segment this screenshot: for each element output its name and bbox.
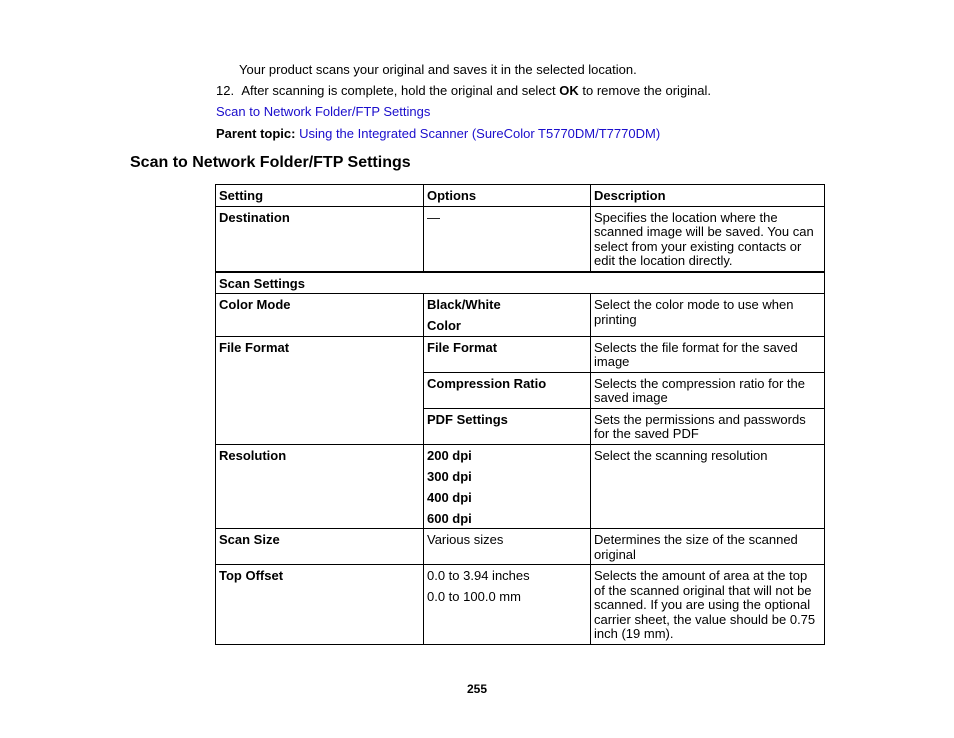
option-compression-ratio: Compression Ratio: [424, 372, 591, 408]
desc-pdf-settings: [591, 408, 825, 444]
desc-line: select from your existing contacts or: [594, 238, 802, 254]
desc-line: saved image: [594, 390, 668, 405]
desc-line: Select the color mode to use when: [594, 297, 794, 312]
desc-line: edit the location directly.: [594, 253, 733, 268]
option-item: 600 dpi: [427, 510, 472, 526]
section-heading: Scan to Network Folder/FTP Settings: [130, 154, 411, 171]
option-item: Color: [427, 318, 461, 333]
desc-top-offset: [591, 565, 825, 645]
table-row: [216, 336, 825, 372]
desc-scan-size: [591, 529, 825, 565]
desc-destination: [591, 206, 825, 272]
setting-scan-size: Scan Size: [216, 529, 424, 565]
table-row: [216, 444, 825, 529]
desc-line: for the saved PDF: [594, 426, 699, 441]
parent-topic: [216, 126, 660, 141]
desc-file-format: [591, 336, 825, 372]
table-header-row: [216, 185, 825, 207]
table-row: [216, 206, 825, 272]
option-scan-size: Various sizes: [424, 529, 591, 565]
setting-file-format: File Format: [216, 336, 424, 444]
desc-line: image: [594, 354, 630, 369]
desc-line: of the scanned original that will not be: [594, 582, 812, 598]
desc-line: Specifies the location where the: [594, 209, 778, 225]
option-item: Black/White: [427, 297, 501, 312]
parent-topic-link[interactable]: Using the Integrated Scanner (SureColor T5770DM/T7770DM): [299, 126, 661, 141]
option-item: 400 dpi: [427, 489, 472, 505]
desc-line: Determines the size of the scanned: [594, 532, 798, 547]
link-scan-settings[interactable]: Scan to Network Folder/FTP Settings: [216, 104, 431, 119]
option-pdf-settings: PDF Settings: [424, 408, 591, 444]
step-12: [216, 83, 711, 98]
desc-line: Select the scanning resolution: [594, 447, 768, 463]
setting-color-mode: Color Mode: [216, 294, 424, 337]
table-row-group-header: [216, 272, 825, 294]
option-item: 200 dpi: [427, 447, 472, 463]
option-color-mode: [424, 294, 591, 337]
table-row: [216, 294, 825, 337]
option-item: 300 dpi: [427, 468, 472, 484]
setting-destination: Destination: [216, 206, 424, 272]
option-top-offset: [424, 565, 591, 645]
desc-line: original: [594, 546, 636, 562]
header-description: Description: [591, 185, 825, 207]
page-number: 255: [466, 682, 488, 696]
option-resolution: [424, 444, 591, 529]
desc-line: scanned image will be saved. You can: [594, 224, 814, 239]
desc-line: inch (19 mm).: [594, 626, 674, 641]
step-ok-keyword: OK: [559, 83, 579, 98]
header-options: Options: [424, 185, 591, 207]
desc-line: Sets the permissions and passwords: [594, 411, 806, 427]
step-number: 12.: [216, 83, 235, 98]
desc-line: printing: [594, 311, 637, 327]
settings-table: [215, 184, 825, 645]
desc-line: Selects the file format for the saved: [594, 339, 798, 355]
option-file-format: File Format: [424, 336, 591, 372]
scan-settings-label: Scan Settings: [216, 272, 825, 294]
desc-line: scanned. If you are using the optional: [594, 597, 811, 612]
step-text-after: to remove the original.: [578, 83, 712, 98]
desc-resolution: [591, 444, 825, 529]
desc-line: Selects the compression ratio for the: [594, 375, 805, 391]
parent-topic-label: Parent topic:: [216, 126, 296, 141]
desc-line: Selects the amount of area at the top: [594, 568, 808, 583]
desc-color-mode: [591, 294, 825, 337]
option-destination: —: [424, 206, 591, 272]
intro-line: Your product scans your original and saves it in the selected location.: [239, 62, 637, 77]
header-setting: Setting: [216, 185, 424, 207]
desc-line: carrier sheet, the value should be 0.75: [594, 611, 816, 627]
table-row: [216, 565, 825, 645]
setting-top-offset: Top Offset: [216, 565, 424, 645]
option-item: 0.0 to 100.0 mm: [427, 589, 521, 604]
setting-resolution: Resolution: [216, 444, 424, 529]
table-row: [216, 529, 825, 565]
step-text-before: After scanning is complete, hold the original and select: [241, 83, 560, 98]
option-item: 0.0 to 3.94 inches: [427, 568, 530, 583]
desc-compression-ratio: [591, 372, 825, 408]
